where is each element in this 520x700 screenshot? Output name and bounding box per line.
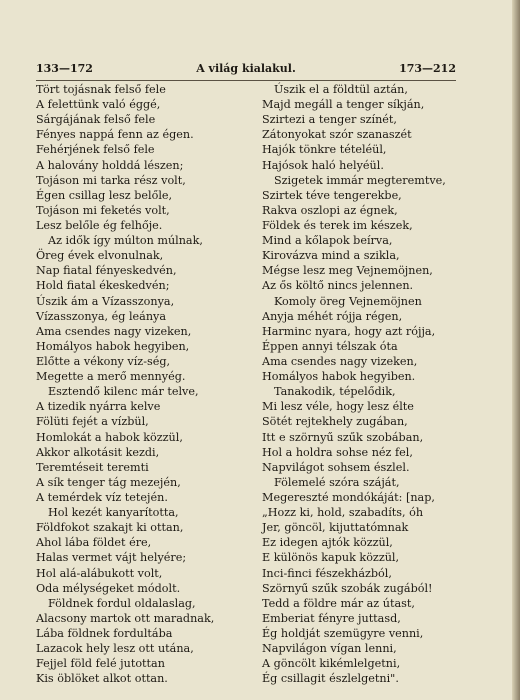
poem-line: Homályos habok hegyiben, [36,339,190,353]
poem-line: Tojáson mi feketés volt, [36,203,170,217]
poem-line: Nap fiatal fényeskedvén, [36,264,177,278]
poem-line: Mind a kőlapok beírva, [262,234,393,248]
poem-line: Homályos habok hegyiben. [262,370,416,384]
poem-line: A felettünk való éggé, [36,98,161,112]
poem-line: Öreg évek elvonulnak, [36,249,164,263]
poem-line: Lazacok hely lesz ott utána, [36,642,194,656]
poem-line: Majd megáll a tenger síkján, [262,98,425,112]
poem-line: Tojáson mi tarka rész volt, [36,173,186,187]
poem-line: Földnek fordul oldalaslag, [48,596,196,610]
poem-line: Homlokát a habok közzül, [36,430,183,444]
poem-line: Hajósok haló helyéül. [262,158,384,172]
poem-line: Tedd a földre már az útast, [262,596,415,610]
poem-line: Hol a holdra sohse néz fel, [262,445,413,459]
poem-line: Szörnyű szűk szobák zugából! [262,581,433,595]
poem-line: Esztendő kilenc már telve, [48,385,199,399]
poem-line: Előtte a vékony víz-ség, [36,354,171,368]
poem-line: Inci-finci fészekházból, [262,566,392,580]
header-rule [36,80,456,81]
poem-line: Mégse lesz meg Vejnemöjnen, [262,264,433,278]
poem-line: Az ős költő nincs jelennen. [262,279,414,293]
poem-line: A sík tenger tág mezején, [36,475,181,489]
poem-line: Földek és terek im készek, [262,218,413,232]
header-chapter-title: A világ kialakul. [196,62,296,75]
poem-line: Itt e szörnyű szűk szobában, [262,430,424,444]
poem-line: Szirtek téve tengerekbe, [262,188,402,202]
poem-line: Fényes nappá fenn az égen. [36,128,194,142]
poem-line: Lesz belőle ég felhője. [36,218,163,232]
header-right-line-range: 173—212 [399,62,456,75]
poem-line: Alacsony martok ott maradnak, [36,611,215,625]
poem-line: A temérdek víz tetején. [36,490,168,504]
poem-line: Égen csillag lesz belőle, [36,188,173,202]
header-left-line-range: 133—172 [36,62,93,75]
poem-line: Kis öblöket alkot ottan. [36,672,168,686]
poem-line: Mi lesz véle, hogy lesz élte [262,400,414,414]
poem-line: Fehérjének felső fele [36,143,155,157]
page-edge-shadow [512,0,520,700]
poem-line: Komoly öreg Vejnemöjnen [274,294,422,308]
poem-line: „Hozz ki, hold, szabadíts, óh [262,506,424,520]
poem-line: Ama csendes nagy vizeken, [262,354,418,368]
poem-line: Lába földnek fordultába [36,626,173,640]
poem-line: Ég holdját szemügyre venni, [262,626,424,640]
poem-line: Teremtéseit teremti [36,460,149,474]
poem-line: Harminc nyara, hogy azt rójja, [262,324,436,338]
poem-line: Kirovázva mind a szikla, [262,249,400,263]
poem-line: Ég csillagit észlelgetni". [262,672,399,686]
poem-line: Úszik ám a Vízasszonya, [36,294,175,308]
poem-line: Napvilágon vígan lenni, [262,642,397,656]
poem-line: Ez idegen ajtók közzül, [262,536,393,550]
poem-line: Fejjel föld felé jutottan [36,657,165,671]
poem-line: Ama csendes nagy vizeken, [36,324,192,338]
poem-line: Földfokot szakajt ki ottan, [36,521,184,535]
poem-line: Napvilágot sohsem észlel. [262,460,410,474]
poem-line: Fölemelé szóra száját, [274,475,400,489]
poem-line: Anyja méhét rójja régen, [262,309,403,323]
poem-right-column [262,82,446,686]
poem-line: A halovány holddá lészen; [36,158,184,172]
poem-line: Emberiat fényre juttasd, [262,611,401,625]
poem-line: Szigetek immár megteremtve, [274,173,446,187]
poem-line: E különös kapuk közzül, [262,551,400,565]
poem-line: Tört tojásnak felső fele [36,83,166,96]
poem-line: Halas vermet vájt helyére; [36,551,187,565]
poem-line: Az idők így múlton múlnak, [48,234,203,248]
poem-line: Tanakodik, tépelődik, [274,385,396,399]
poem-line: Jer, göncöl, kijuttatómnak [262,521,409,535]
poem-line: Vízasszonya, ég leánya [36,309,167,323]
poem-line: Hajók tönkre tételéül, [262,143,387,157]
poem-line: Fölüti fejét a vízbül, [36,415,149,429]
poem-line: Zátonyokat szór szanaszét [262,128,412,142]
running-header [36,62,456,78]
poem-line: A göncölt kikémlelgetni, [262,657,401,671]
poem-line: Megereszté mondókáját: [nap, [262,490,435,504]
poem-line: Hold fiatal ékeskedvén; [36,279,170,293]
poem-line: Akkor alkotásit kezdi, [36,445,160,459]
poem-line: Ahol lába földet ére, [36,536,152,550]
poem-line: Éppen annyi télszak óta [262,339,398,353]
poem-line: Sötét rejtekhely zugában, [262,415,408,429]
poem-left-column [36,82,214,686]
poem-line: Oda mélységeket módolt. [36,581,181,595]
poem-line: Hol kezét kanyarította, [48,506,179,520]
poem-line: Szirtezi a tenger színét, [262,113,397,127]
poem-line: Hol alá-alábukott volt, [36,566,163,580]
poem-line: Sárgájának felső fele [36,113,156,127]
poem-line: Megette a merő mennyég. [36,370,186,384]
poem-line: Úszik el a földtül aztán, [274,83,408,96]
poem-line: A tizedik nyárra kelve [36,400,161,414]
poem-line: Rakva oszlopi az égnek, [262,203,398,217]
